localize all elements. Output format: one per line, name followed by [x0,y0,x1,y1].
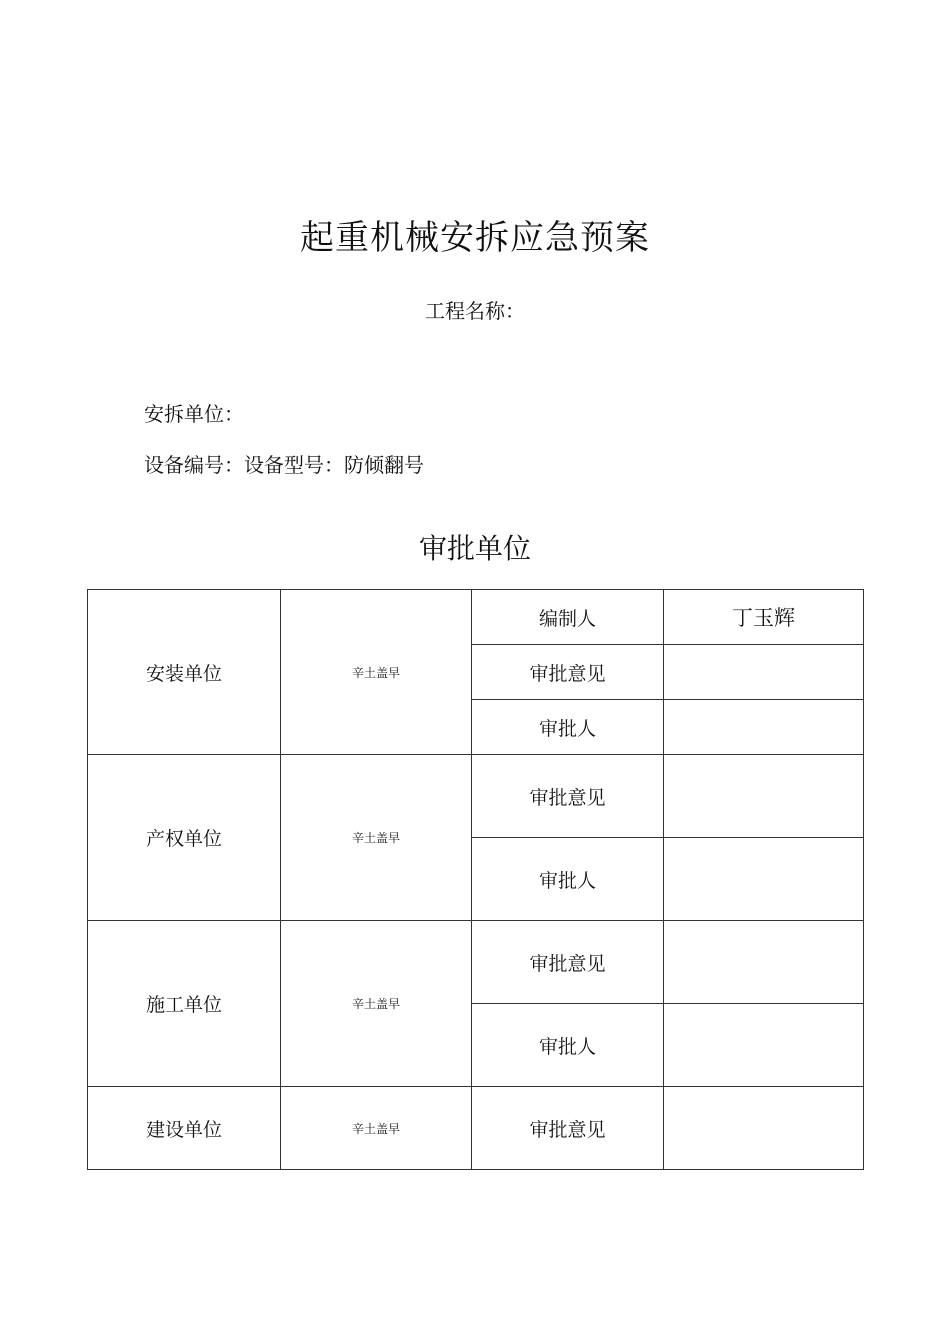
stamp-cell: 辛土盖早 [281,755,472,921]
table-row [88,1087,864,1170]
unit-name-cell: 建设单位 [88,1087,281,1170]
row-label-cell: 审批人 [472,700,664,755]
row-label-cell: 编制人 [472,590,664,645]
row-value-cell[interactable] [664,645,864,700]
project-name-label: 工程名称： [425,299,525,323]
row-label-cell: 审批人 [472,838,664,921]
row-label-cell: 审批人 [472,1004,664,1087]
row-label-cell: 审批意见 [472,921,664,1004]
row-label-cell: 审批意见 [472,755,664,838]
row-label-cell: 审批意见 [472,645,664,700]
stamp-cell: 辛土盖早 [281,921,472,1087]
row-value-cell[interactable] [664,838,864,921]
stamp-cell: 辛土盖早 [281,1087,472,1170]
unit-name-cell: 产权单位 [88,755,281,921]
unit-name-cell: 施工单位 [88,921,281,1087]
document-title: 起重机械安拆应急预案 [300,218,650,258]
row-label-cell: 审批意见 [472,1087,664,1170]
device-info-line: 设备编号：设备型号：防倾翻号 [144,453,424,477]
table-row [88,921,864,1004]
approval-table [87,589,864,1170]
table-row [88,590,864,645]
stamp-cell: 辛土盖早 [281,590,472,755]
row-value-cell[interactable] [664,1004,864,1087]
table-row [88,755,864,838]
row-value-cell[interactable] [664,1087,864,1170]
install-unit-label: 安拆单位： [144,402,244,426]
approval-section-title: 审批单位 [418,532,531,565]
row-value-cell[interactable]: 丁玉辉 [664,590,864,645]
row-value-cell[interactable] [664,921,864,1004]
row-value-cell[interactable] [664,700,864,755]
unit-name-cell: 安装单位 [88,590,281,755]
row-value-cell[interactable] [664,755,864,838]
